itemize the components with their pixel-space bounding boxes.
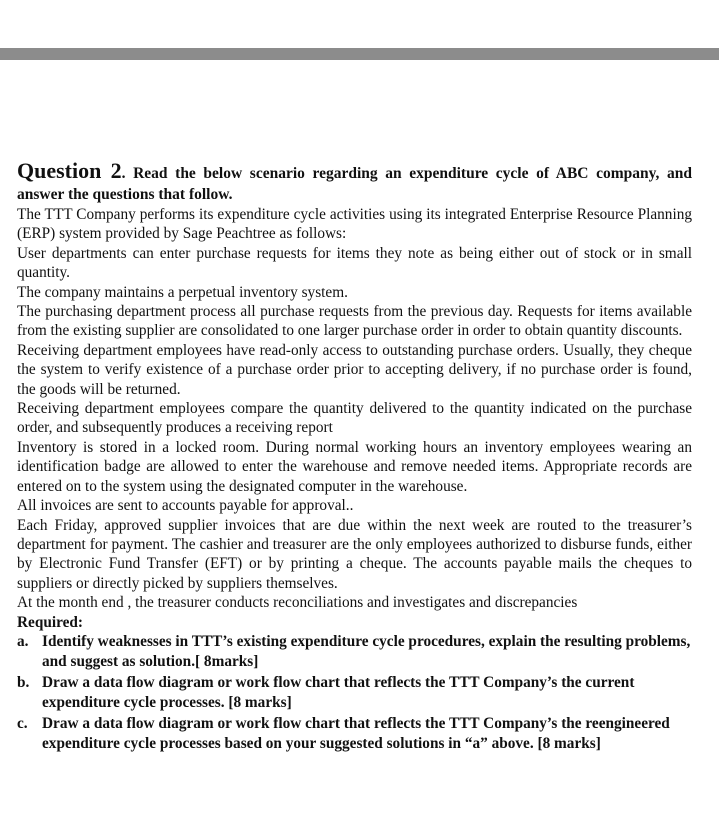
list-marker: c. (17, 714, 28, 732)
scenario-paragraph: User departments can enter purchase requests for items they note as being either out of stock or in small quantity. (17, 244, 692, 282)
required-item-text: Draw a data flow diagram or work flow chart that reflects the TTT Company’s the current expenditure cycle processes. [8 marks] (42, 673, 635, 712)
scenario-paragraph: All invoices are sent to accounts payable for approval.. (17, 497, 354, 515)
required-item-text: Identify weaknesses in TTT’s existing expenditure cycle procedures, explain the resulting problems, and suggest as solution.[ 8marks] (42, 632, 691, 671)
scenario-paragraph: Each Friday, approved supplier invoices that are due within the next week are routed to the treasurer’s department for payment. The cashier and treasurer are the only employees authorized to disburse funds, either by Electronic Fund Transfer (EFT) or by printing a cheque. The accounts payable mails the cheques to suppliers or directly picked by suppliers themselves. (17, 516, 692, 592)
required-list (17, 632, 692, 755)
scenario-paragraph: The TTT Company performs its expenditure cycle activities using its integrated Enterprise Resource Planning (ERP) system provided by Sage Peachtree as follows: (17, 206, 692, 243)
required-item-text: Draw a data flow diagram or work flow chart that reflects the TTT Company’s the reengineered expenditure cycle processes based on your suggested solutions in “a” above. [8 marks] (42, 714, 670, 753)
scenario-paragraph: At the month end , the treasurer conducts reconciliations and investigates and discrepancies (17, 594, 578, 612)
question-number (17, 158, 122, 183)
scenario-paragraph: Receiving department employees compare the quantity delivered to the quantity indicated on the purchase order, and subsequently produces a receiving report (17, 400, 692, 437)
question-number-value: 2 (110, 158, 122, 183)
required-item-c (17, 714, 692, 755)
list-marker: b. (17, 673, 30, 691)
scenario-paragraph: Receiving department employees have read-only access to outstanding purchase orders. Usually, they cheque the system to verify existence of a purchase order prior to accepting delivery, if no purchase order is found, the goods will be returned. (17, 341, 692, 398)
list-marker: a. (17, 632, 29, 650)
scenario-paragraph: Inventory is stored in a locked room. During normal working hours an inventory employees wearing an identification badge are allowed to enter the warehouse and remove needed items. Appropriate records are entered on to the system using the designated computer in the warehouse. (17, 438, 692, 495)
required-item-b (17, 673, 692, 714)
question-heading-text: . Read the below scenario regarding an expenditure cycle of ABC company, and answer the questions that follow. (17, 165, 693, 203)
required-item-a (17, 632, 692, 673)
required-label: Required: (17, 613, 84, 631)
scenario-paragraph: The company maintains a perpetual inventory system. (17, 283, 348, 301)
question-label: Question (17, 158, 102, 183)
question-heading (17, 160, 692, 205)
header-divider-bar (0, 48, 719, 60)
question-document (17, 160, 692, 755)
scenario-paragraph: The purchasing department process all purchase requests from the previous day. Requests for items available from the existing supplier are consolidated to one larger purchase order in order to obtain quantity discounts. (17, 303, 692, 340)
